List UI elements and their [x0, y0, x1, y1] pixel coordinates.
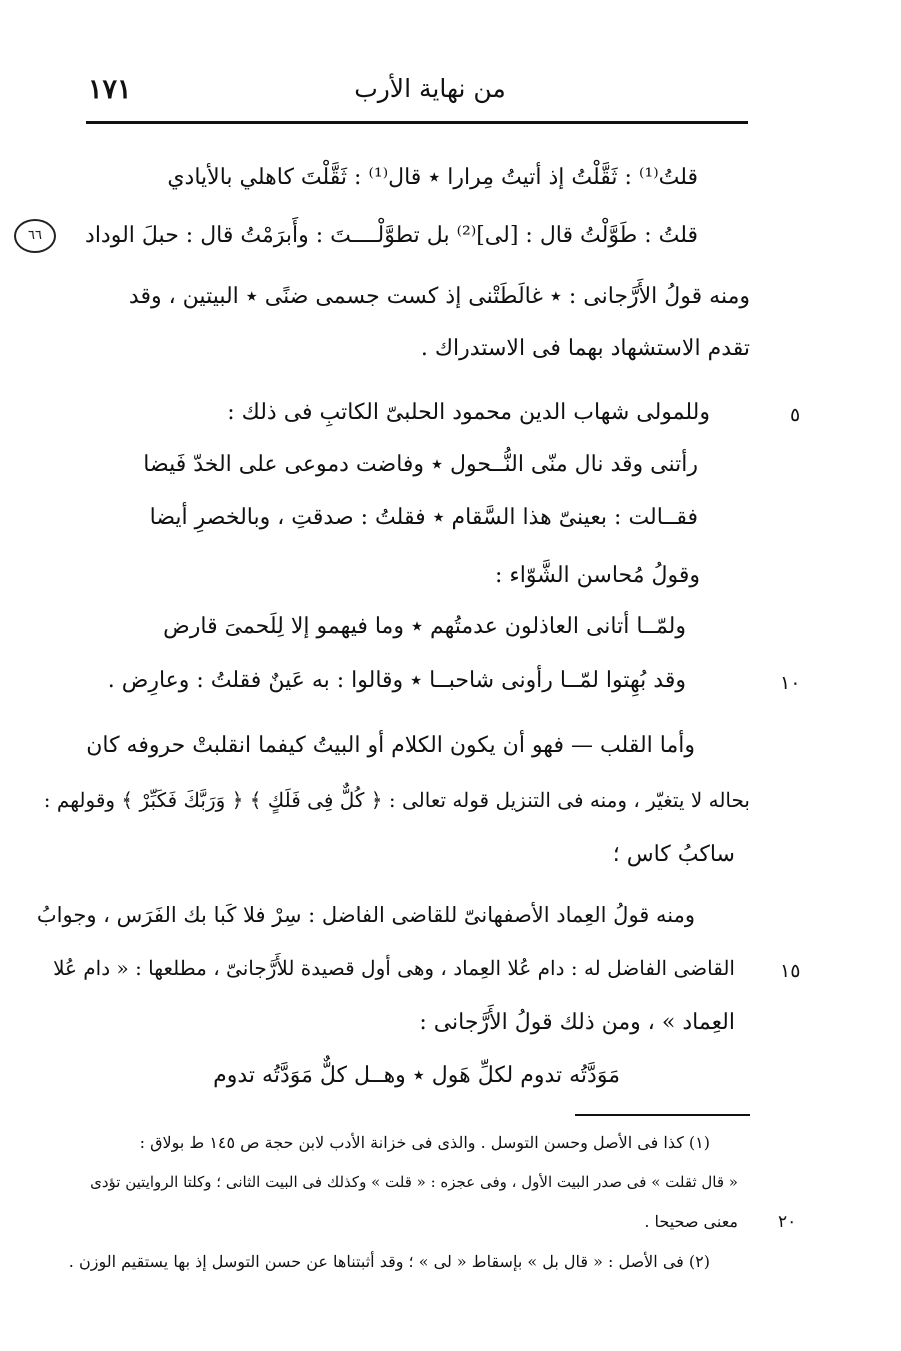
text-line: ساكبُ كاس ؛: [612, 842, 735, 867]
page-number: ١٧١: [88, 74, 132, 105]
text-line: القاضى الفاضل له : دام عُلا العِماد ، وهى أول قصيدة للأَرَّجانىّ ، مطلعها : « دام عُلا: [53, 956, 735, 980]
verse-line: قلتُ : طَوَّلْتُ قال : [لى]⁽²⁾ بل تطوَّلْــــتَ : وأَبرَمْتُ قال : حبلَ الوداد: [85, 223, 698, 248]
verse-line: وقد بُهِتوا لمّــا رأونى شاحبــا ٭ وقالوا : به عَينٌ فقلتُ : وعارِض .: [107, 668, 686, 693]
text-line: وأما القلب — فهو أن يكون الكلام أو البيتُ كيفما انقلبتْ حروفه كان: [86, 733, 695, 758]
verse-line: فقــالت : بعينىّ هذا السَّقام ٭ فقلتُ : صدقتِ ، وبالخصرِ أيضا: [149, 505, 698, 530]
footnote-line: معنى صحيحا .: [644, 1212, 738, 1231]
running-header-title: من نهاية الأرب: [354, 74, 506, 103]
footnote-line: (١) كذا فى الأصل وحسن التوسل . والذى فى خزانة الأدب لابن حجة ص ١٤٥ ط بولاق :: [139, 1133, 710, 1152]
text-line: وقولُ مُحاسن الشَّوّاء :: [494, 563, 700, 588]
header-rule: [86, 121, 748, 124]
line-number: ٢٠: [778, 1212, 797, 1232]
verse-line: مَوَدَّتُه تدوم لكلِّ هَول ٭ وهــل كلٌّ مَوَدَّتُه تدوم: [213, 1063, 620, 1088]
text-line: ومنه قولُ العِماد الأصفهانىّ للقاضى الفاضل : سِرْ فلا كَبا بك الفَرَس ، وجوابُ: [36, 903, 695, 927]
line-number: ١٠: [780, 672, 801, 694]
footnote-line: « قال ثقلت » فى صدر البيت الأول ، وفى عجزه : « قلت » وكذلك فى البيت الثانى ؛ وكلتا الروايتين تؤدى: [90, 1173, 738, 1191]
footnote-rule: [575, 1114, 750, 1116]
verse-line: رأتنى وقد نال منّى النُّــحول ٭ وفاضت دموعى على الخدّ فَيضا: [143, 452, 698, 477]
line-number: ١٥: [780, 960, 801, 982]
library-stamp: ٦٦: [14, 219, 56, 253]
text-line: ومنه قولُ الأَرَّجانى : ٭ غالَطَتْنى إذ كست جسمى ضنًى ٭ البيتين ، وقد: [128, 284, 750, 309]
text-line: وللمولى شهاب الدين محمود الحلبىّ الكاتبِ فى ذلك :: [227, 400, 710, 425]
verse-line: ولمّــا أتانى العاذلون عدمتُهم ٭ وما فيهمو إلا لِلَحمىَ قارض: [163, 614, 686, 639]
line-number: ٥: [790, 404, 801, 426]
text-line: العِماد » ، ومن ذلك قولُ الأَرَّجانى :: [419, 1010, 735, 1035]
text-line: بحاله لا يتغيّر ، ومنه فى التنزيل قوله تعالى : ﴿ كُلٌّ فِى فَلَكٍ ﴾ ﴿ وَرَبَّكَ فَكَبِّرْ ﴾ وقولهم :: [43, 788, 750, 812]
text-line: تقدم الاستشهاد بهما فى الاستدراك .: [420, 336, 750, 361]
footnote-line: (٢) فى الأصل : « قال بل » بإسقاط « لى » ؛ وقد أثبتناها عن حسن التوسل إذ بها يستقيم الوزن .: [68, 1252, 710, 1271]
verse-line: قلتُ⁽¹⁾ : ثَقَّلْتُ إذ أتيتُ مِرارا ٭ قال⁽¹⁾ : ثَقَّلْتَ كاهلي بالأيادي: [167, 165, 698, 190]
